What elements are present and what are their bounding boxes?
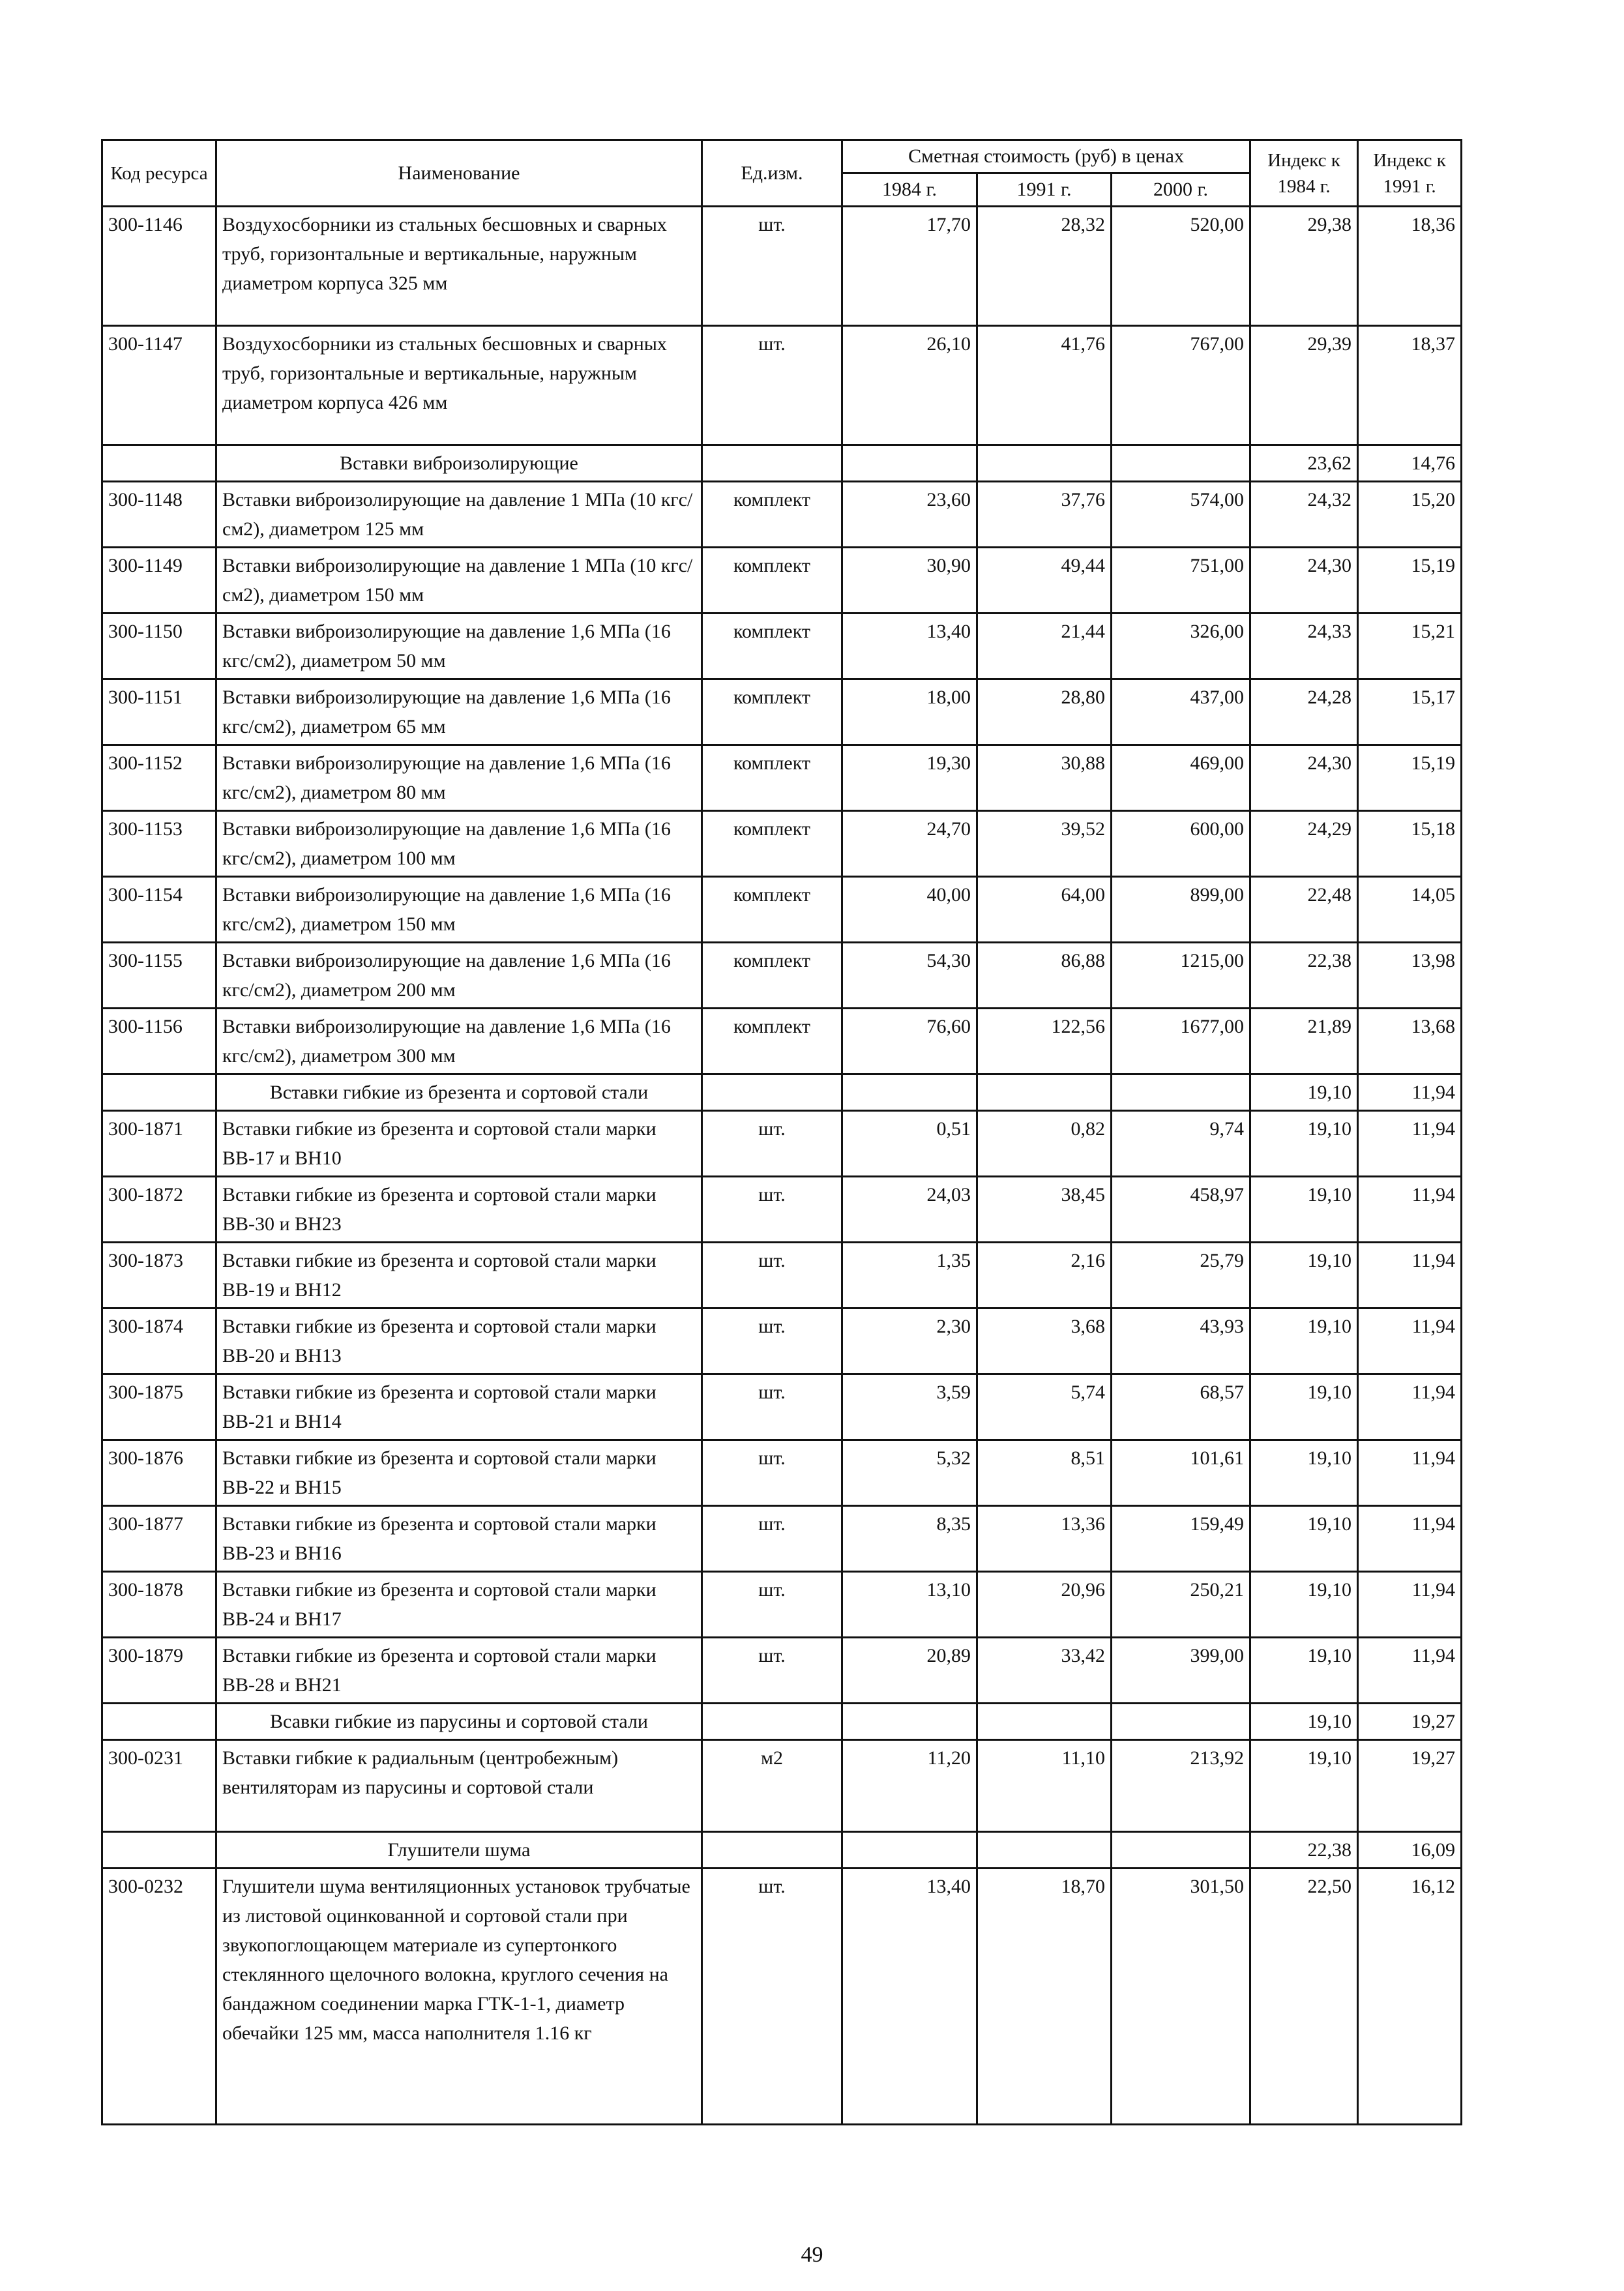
- resource-unit: комплект: [702, 943, 842, 1009]
- cost-1991: 122,56: [977, 1009, 1112, 1074]
- cost-2000: 458,97: [1112, 1177, 1250, 1243]
- cost-1991: 86,88: [977, 943, 1112, 1009]
- resource-unit: комплект: [702, 1009, 842, 1074]
- resource-name: Вставки гибкие из брезента и сортовой стали марки ВВ-28 и ВН21: [216, 1638, 702, 1704]
- cost-1991: 33,42: [977, 1638, 1112, 1704]
- resource-name: Вставки виброизолирующие на давление 1,6 МПа (16 кгс/см2), диаметром 50 мм: [216, 613, 702, 679]
- index-1991: 15,20: [1358, 482, 1462, 548]
- table-row: [102, 1440, 1462, 1506]
- section-cost-1984-cell: [842, 445, 977, 482]
- section-cost-1984-cell: [842, 1832, 977, 1869]
- cost-2000: 751,00: [1112, 548, 1250, 613]
- resource-code: 300-1150: [102, 613, 216, 679]
- cost-1984: 1,35: [842, 1243, 977, 1308]
- index-1984: 22,38: [1250, 943, 1358, 1009]
- section-unit-cell: [702, 445, 842, 482]
- resource-unit: комплект: [702, 745, 842, 811]
- section-cost-1991-cell: [977, 1074, 1112, 1111]
- cost-1984: 24,70: [842, 811, 977, 877]
- resource-name: Глушители шума вентиляционных установок трубчатые из листовой оцинкованной и сортовой стали при звукопоглощающем материале из супертонкого стеклянного щелочного волокна, круглого сечения на бандажном соединении марка ГТК-1-1, диаметр обечайки 125 мм, масса наполнителя 1.16 кг: [216, 1869, 702, 2125]
- cost-1984: 26,10: [842, 326, 977, 445]
- section-title: Вставки виброизолирующие: [216, 445, 702, 482]
- resource-code: 300-1877: [102, 1506, 216, 1572]
- cost-2000: 326,00: [1112, 613, 1250, 679]
- cost-1984: 18,00: [842, 679, 977, 745]
- header-name: Наименование: [216, 140, 702, 207]
- section-unit-cell: [702, 1074, 842, 1111]
- index-1984: 24,29: [1250, 811, 1358, 877]
- index-1991: 11,94: [1358, 1638, 1462, 1704]
- index-1991: 13,98: [1358, 943, 1462, 1009]
- section-cost-1991-cell: [977, 445, 1112, 482]
- cost-1984: 40,00: [842, 877, 977, 943]
- resource-code: 300-1146: [102, 207, 216, 326]
- cost-2000: 1677,00: [1112, 1009, 1250, 1074]
- cost-1991: 21,44: [977, 613, 1112, 679]
- cost-1984: 5,32: [842, 1440, 977, 1506]
- index-1991: 11,94: [1358, 1506, 1462, 1572]
- resource-name: Вставки гибкие из брезента и сортовой стали марки ВВ-23 и ВН16: [216, 1506, 702, 1572]
- section-index-1984: 19,10: [1250, 1074, 1358, 1111]
- index-1991: 11,94: [1358, 1440, 1462, 1506]
- resource-name: Вставки гибкие из брезента и сортовой стали марки ВВ-30 и ВН23: [216, 1177, 702, 1243]
- section-code-cell: [102, 1074, 216, 1111]
- cost-1984: 13,40: [842, 613, 977, 679]
- cost-2000: 43,93: [1112, 1308, 1250, 1374]
- table-row: [102, 1506, 1462, 1572]
- cost-2000: 469,00: [1112, 745, 1250, 811]
- resource-code: 300-1878: [102, 1572, 216, 1638]
- section-row: [102, 1832, 1462, 1869]
- resource-unit: м2: [702, 1740, 842, 1832]
- cost-2000: 9,74: [1112, 1111, 1250, 1177]
- header-year-2000: 2000 г.: [1112, 173, 1250, 207]
- section-index-1984: 19,10: [1250, 1704, 1358, 1740]
- section-cost-1991-cell: [977, 1832, 1112, 1869]
- index-1991: 15,17: [1358, 679, 1462, 745]
- section-cost-1984-cell: [842, 1074, 977, 1111]
- resource-code: 300-1148: [102, 482, 216, 548]
- cost-1991: 38,45: [977, 1177, 1112, 1243]
- cost-2000: 301,50: [1112, 1869, 1250, 2125]
- index-1984: 21,89: [1250, 1009, 1358, 1074]
- header-index-1984: Индекс к 1984 г.: [1250, 140, 1358, 207]
- cost-1984: 0,51: [842, 1111, 977, 1177]
- cost-1984: 17,70: [842, 207, 977, 326]
- resource-code: 300-1149: [102, 548, 216, 613]
- table-row: [102, 326, 1462, 445]
- index-1984: 24,30: [1250, 548, 1358, 613]
- section-cost-1991-cell: [977, 1704, 1112, 1740]
- header-unit: Ед.изм.: [702, 140, 842, 207]
- cost-2000: 767,00: [1112, 326, 1250, 445]
- index-1984: 29,38: [1250, 207, 1358, 326]
- cost-2000: 250,21: [1112, 1572, 1250, 1638]
- resource-unit: шт.: [702, 326, 842, 445]
- cost-2000: 399,00: [1112, 1638, 1250, 1704]
- section-index-1984: 22,38: [1250, 1832, 1358, 1869]
- cost-1991: 64,00: [977, 877, 1112, 943]
- resource-code: 300-0232: [102, 1869, 216, 2125]
- index-1984: 19,10: [1250, 1740, 1358, 1832]
- cost-1984: 13,40: [842, 1869, 977, 2125]
- section-cost-2000-cell: [1112, 445, 1250, 482]
- resource-name: Воздухосборники из стальных бесшовных и сварных труб, горизонтальные и вертикальные, наружным диаметром корпуса 426 мм: [216, 326, 702, 445]
- index-1991: 11,94: [1358, 1177, 1462, 1243]
- cost-2000: 574,00: [1112, 482, 1250, 548]
- section-code-cell: [102, 1832, 216, 1869]
- resource-unit: шт.: [702, 1177, 842, 1243]
- resource-unit: комплект: [702, 548, 842, 613]
- header-index-1991: Индекс к 1991 г.: [1358, 140, 1462, 207]
- index-1984: 22,48: [1250, 877, 1358, 943]
- index-1984: 24,32: [1250, 482, 1358, 548]
- section-index-1991: 16,09: [1358, 1832, 1462, 1869]
- resource-name: Вставки виброизолирующие на давление 1,6 МПа (16 кгс/см2), диаметром 200 мм: [216, 943, 702, 1009]
- cost-2000: 25,79: [1112, 1243, 1250, 1308]
- resource-code: 300-1153: [102, 811, 216, 877]
- header-year-1991: 1991 г.: [977, 173, 1112, 207]
- section-cost-1984-cell: [842, 1704, 977, 1740]
- cost-2000: 101,61: [1112, 1440, 1250, 1506]
- index-1984: 29,39: [1250, 326, 1358, 445]
- index-1991: 11,94: [1358, 1374, 1462, 1440]
- resource-code: 300-1872: [102, 1177, 216, 1243]
- resource-code: 300-1154: [102, 877, 216, 943]
- index-1984: 19,10: [1250, 1638, 1358, 1704]
- resource-code: 300-1152: [102, 745, 216, 811]
- section-index-1991: 19,27: [1358, 1704, 1462, 1740]
- cost-1984: 24,03: [842, 1177, 977, 1243]
- cost-1991: 28,80: [977, 679, 1112, 745]
- resource-name: Вставки виброизолирующие на давление 1 МПа (10 кгс/см2), диаметром 125 мм: [216, 482, 702, 548]
- resource-name: Вставки гибкие из брезента и сортовой стали марки ВВ-22 и ВН15: [216, 1440, 702, 1506]
- cost-1991: 49,44: [977, 548, 1112, 613]
- cost-1991: 3,68: [977, 1308, 1112, 1374]
- cost-1991: 11,10: [977, 1740, 1112, 1832]
- cost-1991: 28,32: [977, 207, 1112, 326]
- table-row: [102, 1638, 1462, 1704]
- table-row: [102, 1374, 1462, 1440]
- index-1991: 15,19: [1358, 745, 1462, 811]
- resource-unit: шт.: [702, 207, 842, 326]
- page-number: 49: [801, 2243, 823, 2267]
- index-1991: 11,94: [1358, 1572, 1462, 1638]
- section-row: [102, 445, 1462, 482]
- index-1991: 18,37: [1358, 326, 1462, 445]
- resource-unit: шт.: [702, 1572, 842, 1638]
- table-row: [102, 943, 1462, 1009]
- header-cost-group: Сметная стоимость (руб) в ценах: [842, 140, 1250, 173]
- cost-2000: 68,57: [1112, 1374, 1250, 1440]
- section-index-1991: 11,94: [1358, 1074, 1462, 1111]
- index-1984: 19,10: [1250, 1177, 1358, 1243]
- cost-1991: 37,76: [977, 482, 1112, 548]
- resource-unit: комплект: [702, 811, 842, 877]
- resource-unit: шт.: [702, 1308, 842, 1374]
- resource-unit: шт.: [702, 1440, 842, 1506]
- index-1984: 24,33: [1250, 613, 1358, 679]
- cost-1984: 8,35: [842, 1506, 977, 1572]
- cost-1984: 11,20: [842, 1740, 977, 1832]
- cost-2000: 159,49: [1112, 1506, 1250, 1572]
- cost-2000: 213,92: [1112, 1740, 1250, 1832]
- table-row: [102, 1243, 1462, 1308]
- section-row: [102, 1704, 1462, 1740]
- resource-unit: шт.: [702, 1869, 842, 2125]
- resource-code: 300-1879: [102, 1638, 216, 1704]
- resource-unit: комплект: [702, 877, 842, 943]
- section-index-1984: 23,62: [1250, 445, 1358, 482]
- resource-unit: шт.: [702, 1506, 842, 1572]
- index-1984: 19,10: [1250, 1243, 1358, 1308]
- section-title: Вставки гибкие из брезента и сортовой стали: [216, 1074, 702, 1111]
- resource-unit: шт.: [702, 1111, 842, 1177]
- table-row: [102, 679, 1462, 745]
- header-code: Код ресурса: [102, 140, 216, 207]
- resource-name: Вставки виброизолирующие на давление 1,6 МПа (16 кгс/см2), диаметром 80 мм: [216, 745, 702, 811]
- index-1984: 19,10: [1250, 1111, 1358, 1177]
- cost-1984: 54,30: [842, 943, 977, 1009]
- resource-name: Вставки гибкие из брезента и сортовой стали марки ВВ-17 и ВН10: [216, 1111, 702, 1177]
- table-row: [102, 207, 1462, 326]
- cost-2000: 437,00: [1112, 679, 1250, 745]
- resource-name: Вставки виброизолирующие на давление 1,6 МПа (16 кгс/см2), диаметром 100 мм: [216, 811, 702, 877]
- cost-1984: 30,90: [842, 548, 977, 613]
- resource-name: Вставки гибкие из брезента и сортовой стали марки ВВ-20 и ВН13: [216, 1308, 702, 1374]
- resource-code: 300-1147: [102, 326, 216, 445]
- resource-code: 300-1151: [102, 679, 216, 745]
- table-row: [102, 548, 1462, 613]
- cost-1991: 20,96: [977, 1572, 1112, 1638]
- resource-name: Вставки гибкие к радиальным (центробежным) вентиляторам из парусины и сортовой стали: [216, 1740, 702, 1832]
- table-row: [102, 613, 1462, 679]
- table-row: [102, 482, 1462, 548]
- section-cost-2000-cell: [1112, 1704, 1250, 1740]
- resource-name: Вставки виброизолирующие на давление 1,6 МПа (16 кгс/см2), диаметром 65 мм: [216, 679, 702, 745]
- cost-1991: 0,82: [977, 1111, 1112, 1177]
- resource-code: 300-1873: [102, 1243, 216, 1308]
- cost-1984: 20,89: [842, 1638, 977, 1704]
- resource-code: 300-1871: [102, 1111, 216, 1177]
- cost-1991: 2,16: [977, 1243, 1112, 1308]
- table-row: [102, 1740, 1462, 1832]
- cost-1984: 13,10: [842, 1572, 977, 1638]
- header-year-1984: 1984 г.: [842, 173, 977, 207]
- resource-name: Вставки гибкие из брезента и сортовой стали марки ВВ-19 и ВН12: [216, 1243, 702, 1308]
- resource-code: 300-1156: [102, 1009, 216, 1074]
- table-header: [102, 140, 1462, 207]
- resource-name: Вставки гибкие из брезента и сортовой стали марки ВВ-21 и ВН14: [216, 1374, 702, 1440]
- resource-unit: комплект: [702, 482, 842, 548]
- table-row: [102, 811, 1462, 877]
- table-row: [102, 1111, 1462, 1177]
- cost-1991: 30,88: [977, 745, 1112, 811]
- index-1984: 24,28: [1250, 679, 1358, 745]
- section-title: Глушители шума: [216, 1832, 702, 1869]
- cost-1984: 76,60: [842, 1009, 977, 1074]
- cost-1991: 13,36: [977, 1506, 1112, 1572]
- cost-1984: 2,30: [842, 1308, 977, 1374]
- table-row: [102, 1177, 1462, 1243]
- resource-unit: комплект: [702, 679, 842, 745]
- resource-code: 300-0231: [102, 1740, 216, 1832]
- resource-name: Вставки гибкие из брезента и сортовой стали марки ВВ-24 и ВН17: [216, 1572, 702, 1638]
- cost-1984: 23,60: [842, 482, 977, 548]
- table-row: [102, 1572, 1462, 1638]
- cost-1984: 3,59: [842, 1374, 977, 1440]
- resource-name: Воздухосборники из стальных бесшовных и сварных труб, горизонтальные и вертикальные, наружным диаметром корпуса 325 мм: [216, 207, 702, 326]
- resource-name: Вставки виброизолирующие на давление 1,6 МПа (16 кгс/см2), диаметром 300 мм: [216, 1009, 702, 1074]
- cost-1991: 8,51: [977, 1440, 1112, 1506]
- resource-unit: шт.: [702, 1374, 842, 1440]
- index-1991: 19,27: [1358, 1740, 1462, 1832]
- cost-2000: 600,00: [1112, 811, 1250, 877]
- section-code-cell: [102, 445, 216, 482]
- index-1991: 11,94: [1358, 1308, 1462, 1374]
- index-1984: 19,10: [1250, 1374, 1358, 1440]
- index-1984: 22,50: [1250, 1869, 1358, 2125]
- table-body: [102, 207, 1462, 2125]
- resource-code: 300-1155: [102, 943, 216, 1009]
- index-1984: 19,10: [1250, 1572, 1358, 1638]
- resource-price-table: [101, 139, 1462, 2125]
- resource-name: Вставки виброизолирующие на давление 1 МПа (10 кгс/см2), диаметром 150 мм: [216, 548, 702, 613]
- section-title: Всавки гибкие из парусины и сортовой стали: [216, 1704, 702, 1740]
- section-row: [102, 1074, 1462, 1111]
- section-index-1991: 14,76: [1358, 445, 1462, 482]
- index-1991: 15,19: [1358, 548, 1462, 613]
- index-1991: 11,94: [1358, 1243, 1462, 1308]
- resource-code: 300-1876: [102, 1440, 216, 1506]
- section-unit-cell: [702, 1704, 842, 1740]
- cost-1991: 18,70: [977, 1869, 1112, 2125]
- index-1991: 18,36: [1358, 207, 1462, 326]
- index-1991: 16,12: [1358, 1869, 1462, 2125]
- cost-2000: 899,00: [1112, 877, 1250, 943]
- index-1991: 15,18: [1358, 811, 1462, 877]
- resource-code: 300-1875: [102, 1374, 216, 1440]
- section-code-cell: [102, 1704, 216, 1740]
- index-1984: 19,10: [1250, 1440, 1358, 1506]
- resource-name: Вставки виброизолирующие на давление 1,6 МПа (16 кгс/см2), диаметром 150 мм: [216, 877, 702, 943]
- resource-code: 300-1874: [102, 1308, 216, 1374]
- index-1991: 14,05: [1358, 877, 1462, 943]
- table-row: [102, 877, 1462, 943]
- cost-2000: 1215,00: [1112, 943, 1250, 1009]
- cost-1991: 41,76: [977, 326, 1112, 445]
- resource-unit: комплект: [702, 613, 842, 679]
- index-1991: 11,94: [1358, 1111, 1462, 1177]
- index-1984: 24,30: [1250, 745, 1358, 811]
- section-unit-cell: [702, 1832, 842, 1869]
- index-1984: 19,10: [1250, 1308, 1358, 1374]
- index-1984: 19,10: [1250, 1506, 1358, 1572]
- section-cost-2000-cell: [1112, 1832, 1250, 1869]
- resource-unit: шт.: [702, 1638, 842, 1704]
- resource-unit: шт.: [702, 1243, 842, 1308]
- table-row: [102, 1869, 1462, 2125]
- table-row: [102, 745, 1462, 811]
- cost-2000: 520,00: [1112, 207, 1250, 326]
- cost-1991: 5,74: [977, 1374, 1112, 1440]
- section-cost-2000-cell: [1112, 1074, 1250, 1111]
- table-row: [102, 1009, 1462, 1074]
- index-1991: 15,21: [1358, 613, 1462, 679]
- table-row: [102, 1308, 1462, 1374]
- cost-1984: 19,30: [842, 745, 977, 811]
- index-1991: 13,68: [1358, 1009, 1462, 1074]
- cost-1991: 39,52: [977, 811, 1112, 877]
